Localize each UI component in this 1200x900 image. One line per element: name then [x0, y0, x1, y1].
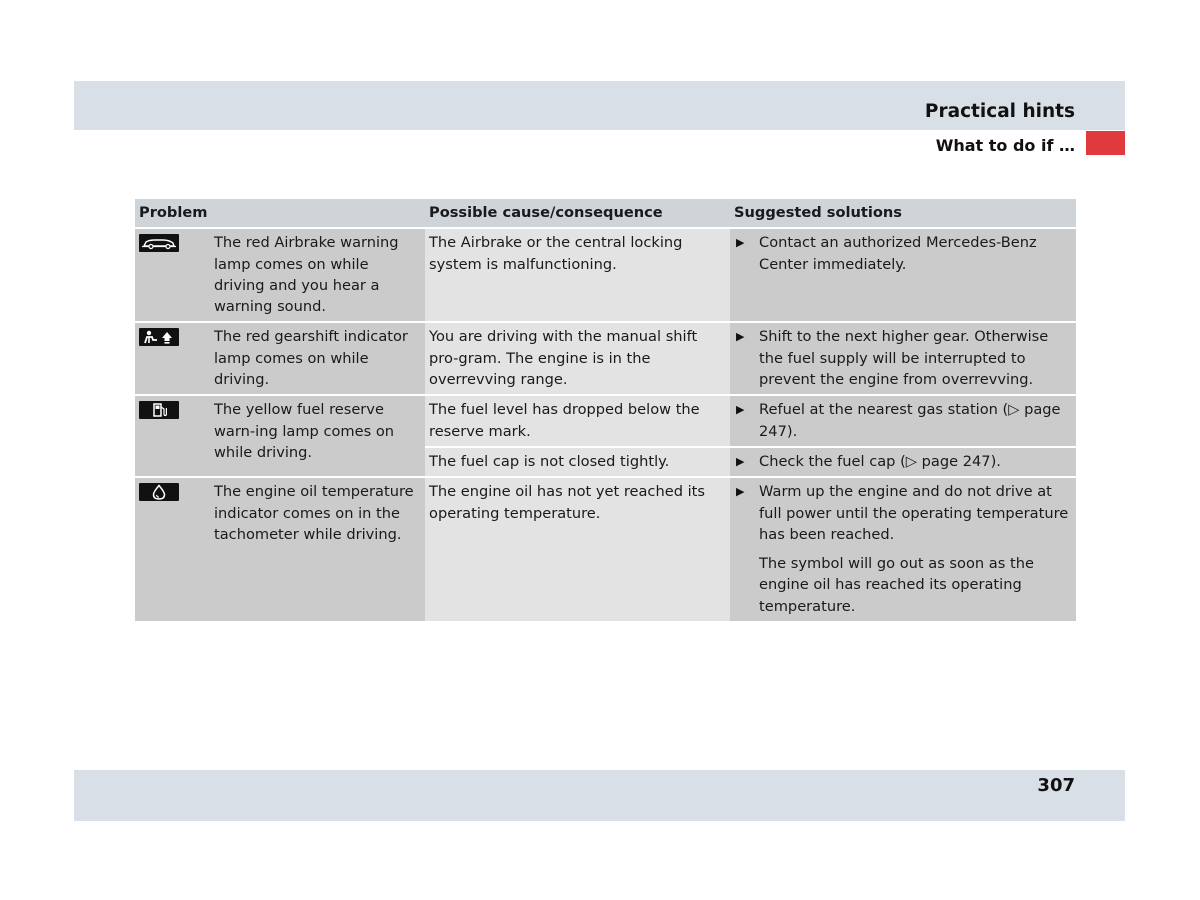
cause-text: You are driving with the manual shift pro-gram. The engine is in the overrevving range. — [425, 322, 730, 395]
troubleshooting-table — [135, 199, 1076, 623]
cause-text: The fuel cap is not closed tightly. — [425, 447, 730, 477]
problem-icon-cell — [135, 395, 210, 477]
problem-icon-cell — [135, 228, 210, 322]
solution-text: ▶ Check the fuel cap (▷ page 247). — [734, 451, 1072, 472]
cause-text: The fuel level has dropped below the reserve mark. — [425, 395, 730, 447]
footer-band — [74, 770, 1125, 821]
solution-cell — [730, 447, 1076, 477]
subsection-title: What to do if … — [935, 136, 1075, 155]
solution-cell — [730, 477, 1076, 622]
problem-text: The red Airbrake warning lamp comes on while driving and you hear a warning sound. — [210, 228, 425, 322]
problem-icon-cell — [135, 322, 210, 395]
fuel-pump-icon — [139, 401, 179, 419]
solution-cell — [730, 228, 1076, 322]
cause-text: The engine oil has not yet reached its operating temperature. — [425, 477, 730, 622]
column-header-problem: Problem — [135, 199, 425, 228]
column-header-cause: Possible cause/consequence — [425, 199, 730, 228]
solution-cell — [730, 395, 1076, 447]
solution-text: ▶ Refuel at the nearest gas station (▷ page 247). — [734, 399, 1072, 442]
section-marker — [1086, 131, 1125, 155]
solution-text: ▶ Shift to the next higher gear. Otherwise the fuel supply will be interrupted to prevent the engine from overrevving. — [734, 326, 1072, 390]
gearshift-upshift-icon — [139, 328, 179, 346]
oil-temperature-icon — [139, 483, 179, 501]
solution-cell — [730, 322, 1076, 395]
cause-text: The Airbrake or the central locking system is malfunctioning. — [425, 228, 730, 322]
table-row — [135, 228, 1076, 322]
problem-text: The engine oil temperature indicator comes on in the tachometer while driving. — [210, 477, 425, 622]
table-row — [135, 477, 1076, 622]
table-row — [135, 395, 1076, 447]
problem-text: The red gearshift indicator lamp comes on while driving. — [210, 322, 425, 395]
section-title: Practical hints — [924, 101, 1075, 122]
problem-icon-cell — [135, 477, 210, 622]
page-number: 307 — [1037, 775, 1075, 796]
airbrake-warning-icon — [139, 234, 179, 252]
problem-text: The yellow fuel reserve warn-ing lamp comes on while driving. — [210, 395, 425, 477]
table-header-row — [135, 199, 1076, 228]
table-row — [135, 322, 1076, 395]
column-header-solution: Suggested solutions — [730, 199, 1076, 228]
solution-text: ▶ Warm up the engine and do not drive at full power until the operating temperature has been reached. — [734, 481, 1072, 545]
solution-text: ▶ Contact an authorized Mercedes-Benz Center immediately. — [734, 232, 1072, 275]
solution-note: The symbol will go out as soon as the engine oil has reached its operating temperature. — [759, 555, 1034, 615]
